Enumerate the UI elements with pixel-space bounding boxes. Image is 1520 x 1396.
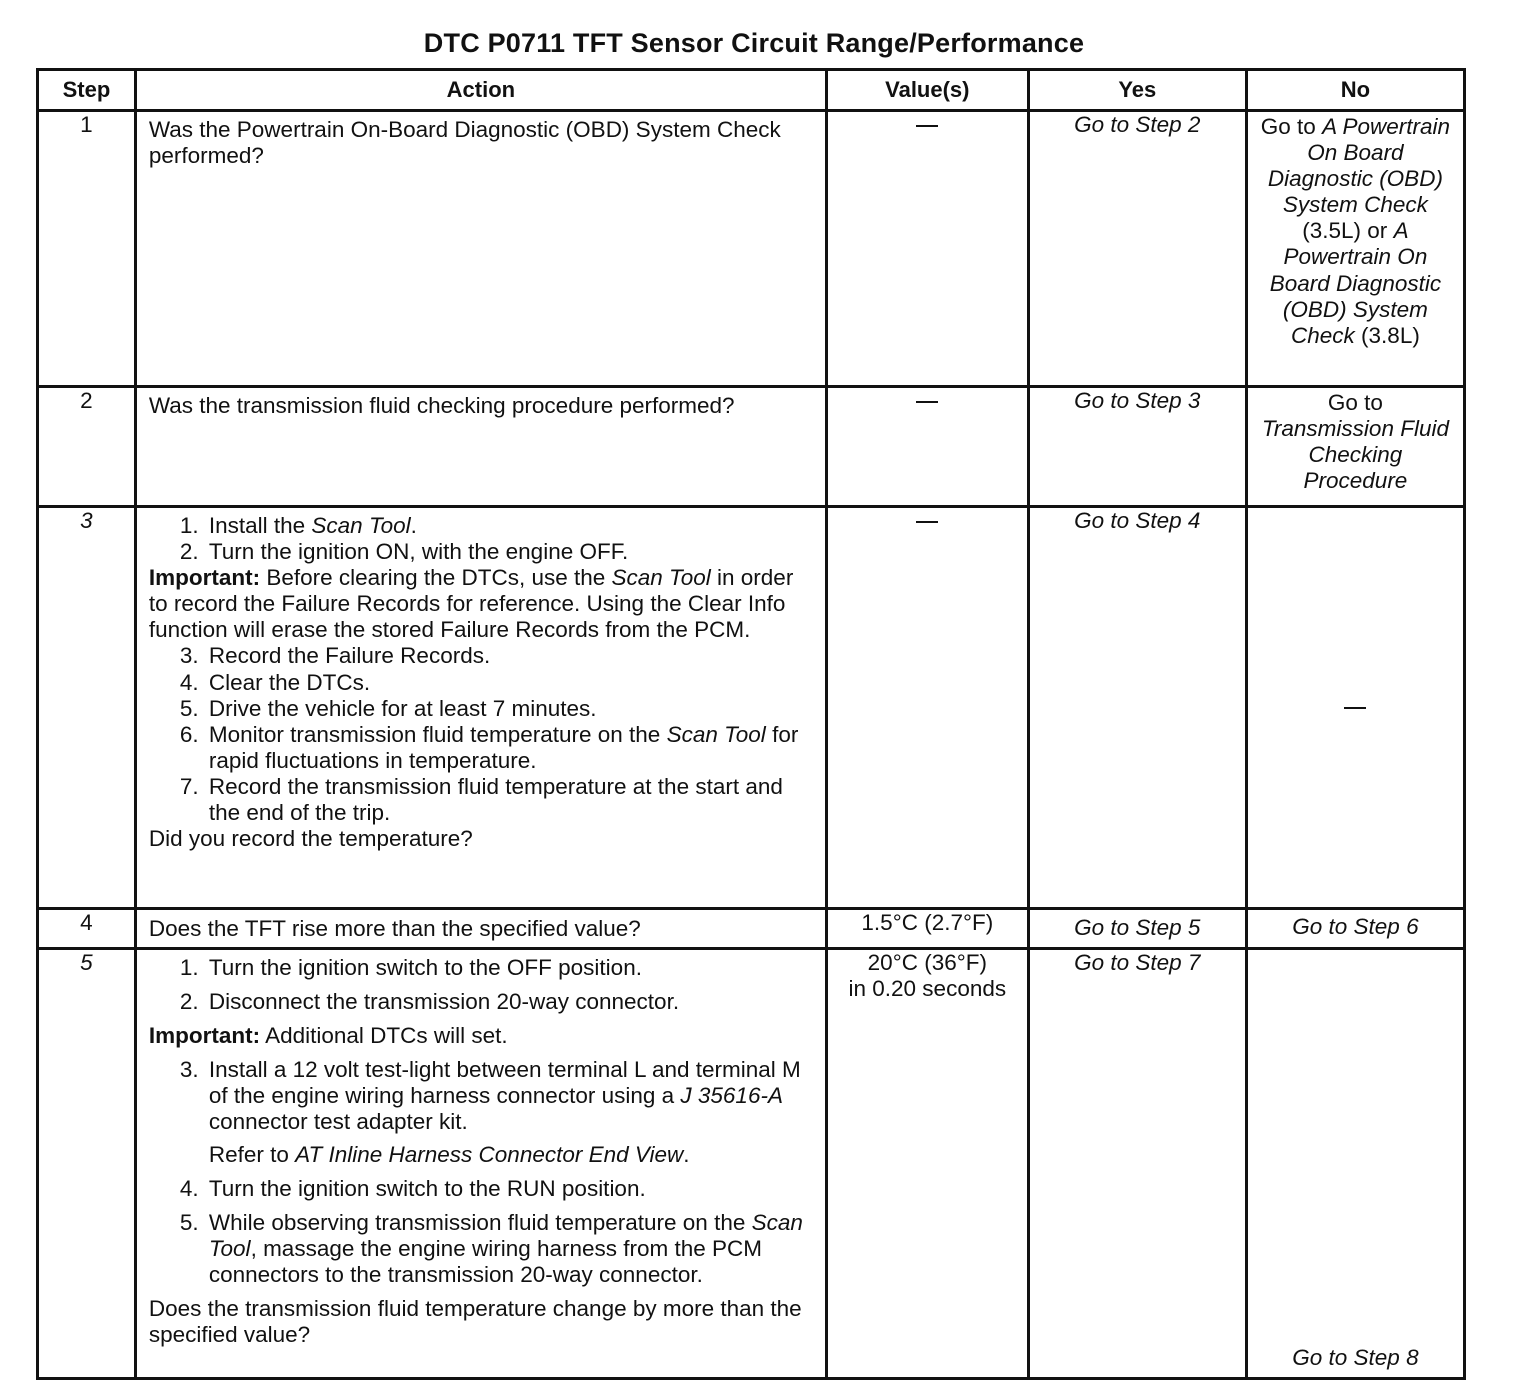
yes-cell: Go to Step 4 xyxy=(1028,507,1246,909)
important-note: Important: Additional DTCs will set. xyxy=(148,1023,508,1049)
no-go-to: Go to xyxy=(1327,390,1383,415)
header-yes: Yes xyxy=(1028,70,1246,111)
yes-cell: Go to Step 3 xyxy=(1028,387,1246,507)
header-no: No xyxy=(1246,70,1464,111)
value-cell xyxy=(826,507,1028,909)
refer-note: Refer to AT Inline Harness Connector End View. xyxy=(208,1141,690,1167)
value-cell xyxy=(826,387,1028,507)
header-action: Action xyxy=(135,70,826,111)
header-step: Step xyxy=(38,70,136,111)
step-number: 1 xyxy=(38,111,136,387)
no-cell xyxy=(1246,387,1464,507)
action-step: 4. Turn the ignition switch to the RUN position. xyxy=(205,1176,815,1202)
step-number: 3 xyxy=(38,507,136,909)
value-line: 20°C (36°F) xyxy=(867,950,987,975)
no-cell: Go to Step 6 xyxy=(1246,909,1464,949)
action-list xyxy=(149,1057,815,1288)
link-connector-end-view[interactable]: AT Inline Harness Connector End View xyxy=(295,1141,684,1167)
no-tail-text: (3.8L) xyxy=(1361,322,1420,348)
action-list xyxy=(149,513,815,565)
action-cell xyxy=(135,949,826,1379)
action-step: 3. Record the Failure Records. xyxy=(205,643,815,669)
link-obd-check-38[interactable]: A Powertrain On Board Diagnostic (OBD) System Check xyxy=(1269,218,1442,348)
table-row-step-3 xyxy=(38,507,1465,909)
step-number: 2 xyxy=(38,387,136,507)
action-text: Was the Powertrain On-Board Diagnostic (OBD) System Check performed? xyxy=(135,111,826,387)
step-number: 4 xyxy=(38,909,136,949)
table-row-step-2 xyxy=(38,387,1465,507)
yes-cell: Go to Step 2 xyxy=(1028,111,1246,387)
dash-mark xyxy=(916,521,938,523)
no-cell xyxy=(1246,507,1464,909)
header-row xyxy=(38,70,1465,111)
no-mid-text: (3.5L) or xyxy=(1302,218,1388,244)
action-step: 4. Clear the DTCs. xyxy=(205,670,815,696)
action-step: 5. Drive the vehicle for at least 7 minutes. xyxy=(205,696,815,722)
dash-mark xyxy=(916,125,938,127)
no-cell: Go to Step 8 xyxy=(1246,949,1464,1379)
table-row-step-5 xyxy=(38,949,1465,1379)
dash-mark xyxy=(916,401,938,403)
link-obd-check-35[interactable]: A Powertrain On Board Diagnostic (OBD) System Check xyxy=(1267,114,1451,218)
yes-cell: Go to Step 5 xyxy=(1028,909,1246,949)
action-step: 1. Install the Scan Tool. xyxy=(205,513,815,539)
action-question: Did you record the temperature? xyxy=(148,826,473,852)
action-step: 6. Monitor transmission fluid temperature on the Scan Tool for rapid fluctuations in temperature. xyxy=(205,722,815,774)
diagnostic-table xyxy=(36,68,1466,1380)
no-cell xyxy=(1246,111,1464,387)
action-question: Does the transmission fluid temperature change by more than the specified value? xyxy=(148,1296,802,1348)
value-cell: 1.5°C (2.7°F) xyxy=(826,909,1028,949)
important-note: Important: Before clearing the DTCs, use the Scan Tool in order to record the Failure Records for reference. Using the Clear Info function will erase the stored Failure Records from the PCM. xyxy=(148,565,794,643)
value-cell xyxy=(826,111,1028,387)
value-line: in 0.20 seconds xyxy=(848,976,1007,1002)
action-step: 1. Turn the ignition switch to the OFF position. xyxy=(205,955,815,981)
action-cell xyxy=(135,507,826,909)
table-row-step-1 xyxy=(38,111,1465,387)
header-values: Value(s) xyxy=(826,70,1028,111)
action-text: Does the TFT rise more than the specified value? xyxy=(135,909,826,949)
value-cell xyxy=(826,949,1028,1379)
link-fluid-checking-procedure[interactable]: Transmission Fluid Checking Procedure xyxy=(1261,416,1449,494)
table-row-step-4 xyxy=(38,909,1465,949)
action-step: 5. While observing transmission fluid temperature on the Scan Tool, massage the engine wiring harness from the PCM connectors to the transmission 20-way connector. xyxy=(205,1210,815,1288)
step-number: 5 xyxy=(38,949,136,1379)
action-step: 2. Turn the ignition ON, with the engine OFF. xyxy=(205,539,815,565)
dash-mark xyxy=(1344,707,1366,709)
no-go-to: Go to xyxy=(1260,114,1316,139)
action-list xyxy=(149,955,815,1015)
action-step: 7. Record the transmission fluid temperature at the start and the end of the trip. xyxy=(205,774,815,826)
action-text: Was the transmission fluid checking procedure performed? xyxy=(135,387,826,507)
page-title: DTC P0711 TFT Sensor Circuit Range/Performance xyxy=(423,28,1085,58)
yes-cell: Go to Step 7 xyxy=(1028,949,1246,1379)
action-step: 3. Install a 12 volt test-light between terminal L and terminal M of the engine wiring harness connector using a J 35616-A connector test adapter kit. Refer to AT Inline Harness Connector End View. xyxy=(205,1057,815,1167)
action-step: 2. Disconnect the transmission 20-way connector. xyxy=(205,989,815,1015)
action-list xyxy=(149,643,815,826)
